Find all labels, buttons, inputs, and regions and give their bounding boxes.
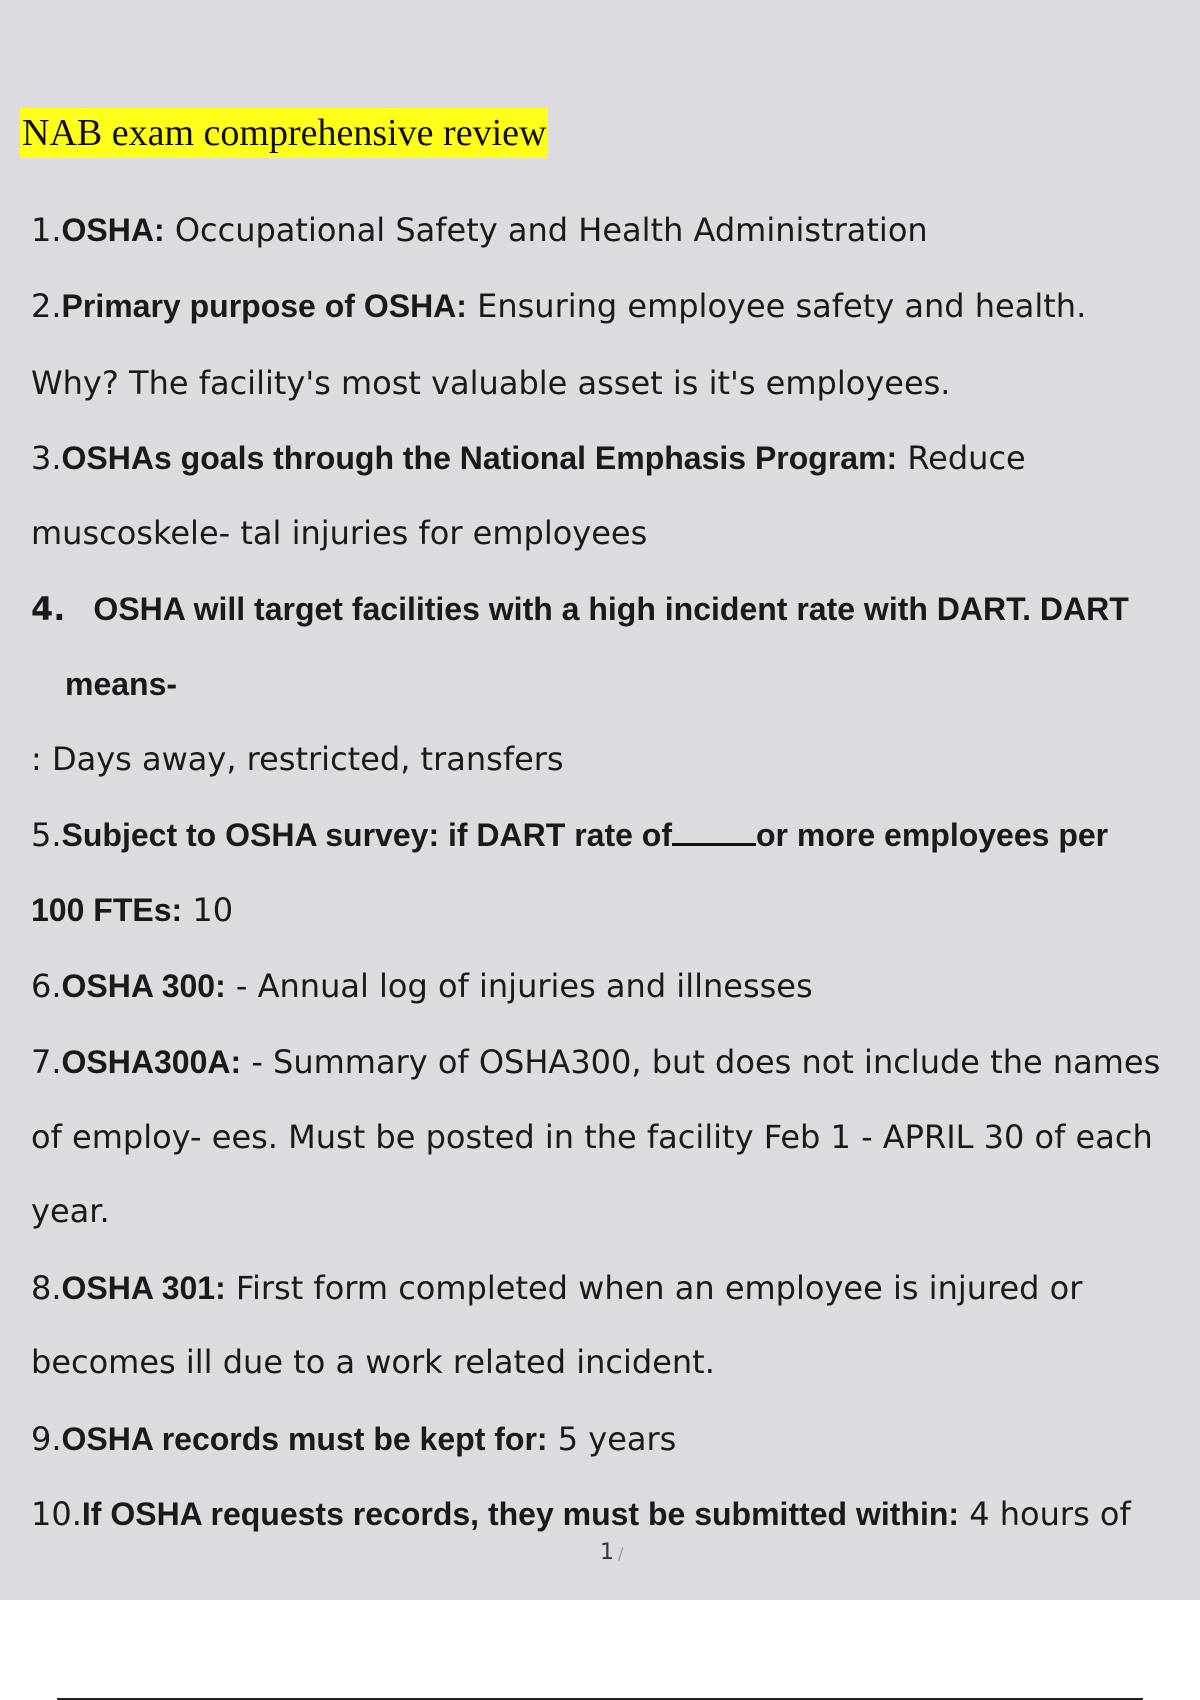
item-definition: Occupational Safety and Health Administration — [164, 211, 928, 249]
item-term: OSHA records must be kept for: — [61, 1421, 548, 1457]
document-title: NAB exam comprehensive review — [20, 108, 548, 158]
item-definition: First form completed when an employee is injured or — [225, 1269, 1083, 1307]
item-continuation — [31, 1191, 110, 1231]
fill-in-blank — [672, 819, 756, 846]
item-continuation — [31, 513, 647, 553]
item-term-after-blank: or more employees per — [755, 817, 1109, 853]
list-item — [31, 438, 1026, 478]
item-number: 3. — [31, 439, 62, 477]
item-continuation-text: of employ- ees. Must be posted in the facility Feb 1 - APRIL 30 of each — [31, 1118, 1153, 1156]
item-definition: 10 — [182, 891, 234, 929]
item-continuation-text: Why? The facility's most valuable asset is it's employees. — [31, 364, 951, 402]
item-term: OSHA 301: — [61, 1270, 226, 1306]
item-continuation — [31, 1342, 715, 1382]
item-definition: - Summary of OSHA300, but does not include the names — [241, 1043, 1161, 1081]
item-term-continuation — [65, 664, 177, 704]
item-continuation-text: muscoskele- tal injuries for employees — [31, 514, 648, 552]
item-number: 5. — [31, 816, 62, 854]
item-term: OSHA 300: — [61, 968, 226, 1004]
item-term: OSHA300A: — [61, 1044, 242, 1080]
item-definition: - Annual log of injuries and illnesses — [225, 967, 813, 1005]
item-number: 7. — [31, 1043, 62, 1081]
item-number: 9. — [31, 1420, 62, 1458]
list-item — [31, 966, 813, 1006]
item-definition: Reduce — [897, 439, 1026, 477]
item-term: OSHAs goals through the National Emphasis Program: — [61, 440, 898, 476]
list-item — [31, 1419, 676, 1459]
list-item — [31, 815, 1108, 855]
item-term-continuation-text: means- — [65, 666, 178, 702]
item-definition: Ensuring employee safety and health. — [466, 287, 1087, 325]
list-item — [31, 589, 1129, 629]
list-item — [31, 1268, 1082, 1308]
item-term: OSHA: — [61, 212, 165, 248]
item-number: 6. — [31, 967, 62, 1005]
page-number-separator: / — [618, 1544, 624, 1563]
page-number-value: 1 — [600, 1540, 614, 1565]
item-continuation — [31, 363, 950, 403]
item-term-continuation-text: 100 FTEs: — [31, 892, 183, 928]
item-number: 10. — [31, 1495, 82, 1533]
item-definition: 5 years — [547, 1420, 677, 1458]
item-term: OSHA will target facilities with a high incident rate with DART. DART — [93, 591, 1129, 627]
item-term: If OSHA requests records, they must be submitted within: — [81, 1496, 960, 1532]
item-continuation-text: becomes ill due to a work related incident. — [31, 1343, 715, 1381]
item-number: 8. — [31, 1269, 62, 1307]
list-item — [31, 1042, 1160, 1082]
item-definition-line — [31, 739, 564, 779]
item-number: 2. — [31, 287, 62, 325]
item-continuation-text: year. — [31, 1192, 110, 1230]
page-number — [600, 1540, 623, 1565]
item-definition: : Days away, restricted, transfers — [31, 740, 564, 778]
item-number: 4. — [31, 590, 66, 628]
item-number: 1. — [31, 211, 62, 249]
list-item — [31, 286, 1086, 326]
item-term: Subject to OSHA survey: if DART rate of — [61, 817, 672, 853]
list-item — [31, 210, 928, 250]
list-item — [31, 1494, 1131, 1534]
item-term-continuation — [31, 890, 233, 930]
item-continuation — [31, 1117, 1153, 1157]
item-term: Primary purpose of OSHA: — [61, 288, 467, 324]
item-definition: 4 hours of — [959, 1495, 1131, 1533]
